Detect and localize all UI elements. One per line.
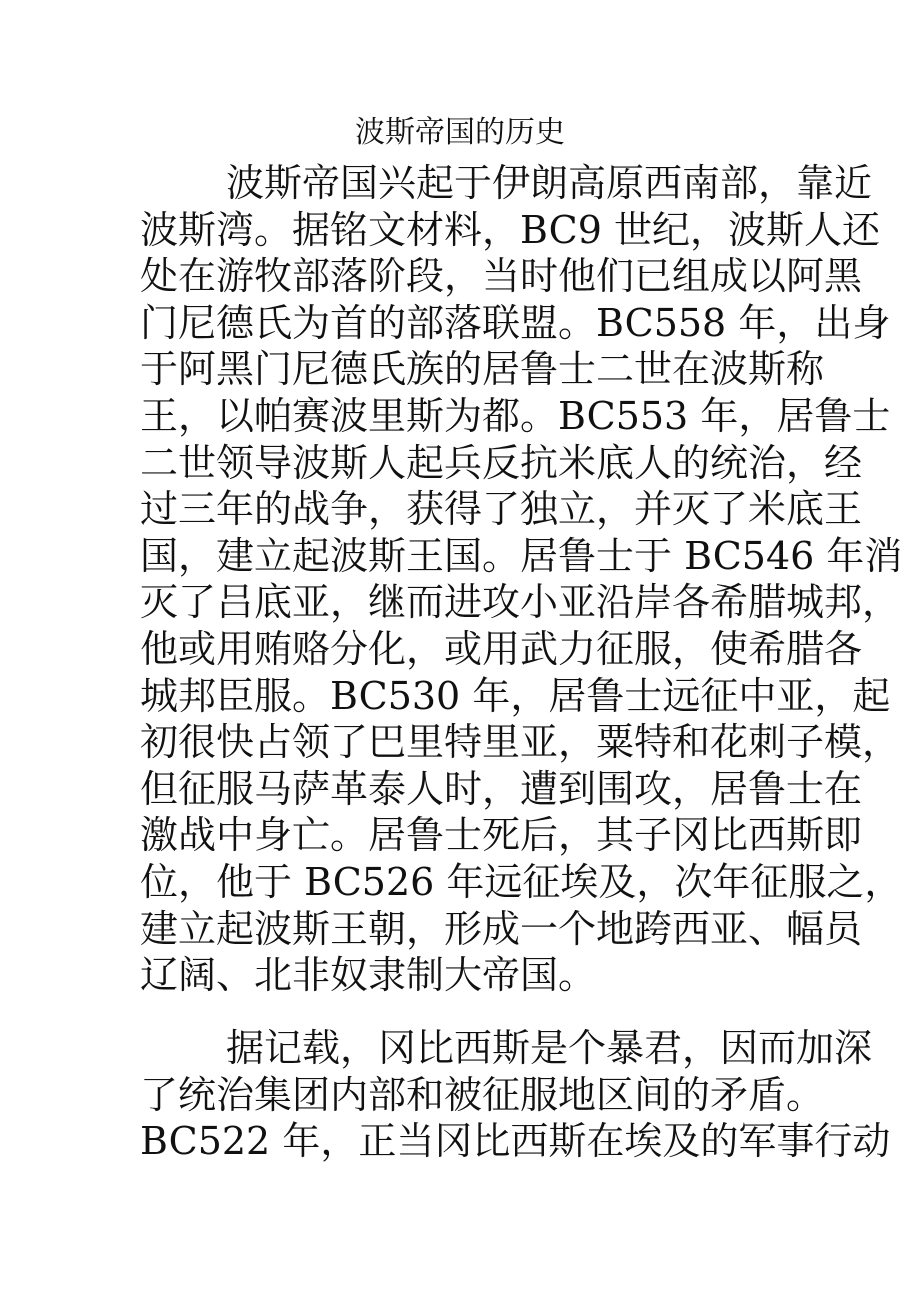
text-line: 二世领导波斯人起兵反抗米底人的统治，经 <box>140 440 863 485</box>
text-line: 辽阔、北非奴隶制大帝国。 <box>140 953 597 998</box>
text-line: 门尼德氏为首的部落联盟。BC558 年，出身 <box>140 300 891 345</box>
paragraph-1 <box>140 160 903 999</box>
paragraph-2 <box>140 1025 891 1165</box>
text-line: 建立起波斯王朝，形成一个地跨西亚、幅员 <box>140 906 863 951</box>
text-line: 国，建立起波斯王国。居鲁士于 BC546 年消 <box>140 533 903 578</box>
text-line: 过三年的战争，获得了独立，并灭了米底王 <box>140 487 863 532</box>
text-line: 他或用贿赂分化，或用武力征服，使希腊各 <box>140 626 863 671</box>
text-line: 激战中身亡。居鲁士死后，其子冈比西斯即 <box>140 813 863 858</box>
text-line: 灭了吕底亚，继而进攻小亚沿岸各希腊城邦， <box>140 580 901 625</box>
text-line: 据记载，冈比西斯是个暴君，因而加深 <box>226 1026 873 1070</box>
text-line: 位，他于 BC526 年远征埃及，次年征服之， <box>140 859 903 904</box>
text-line: 了统治集团内部和被征服地区间的矛盾。 <box>140 1072 825 1117</box>
text-line: 王，以帕赛波里斯为都。BC553 年，居鲁士 <box>140 393 891 438</box>
text-line: 初很快占领了巴里特里亚，粟特和花刺子模， <box>140 720 901 765</box>
text-line: 波斯帝国兴起于伊朗高原西南部，靠近 <box>226 161 873 205</box>
document-title: 波斯帝国的历史 <box>355 115 565 150</box>
text-line: BC522 年，正当冈比西斯在埃及的军事行动 <box>140 1119 891 1164</box>
text-line: 于阿黑门尼德氏族的居鲁士二世在波斯称 <box>140 347 825 392</box>
text-line: 但征服马萨革泰人时，遭到围攻，居鲁士在 <box>140 766 863 811</box>
text-line: 处在游牧部落阶段，当时他们已组成以阿黑 <box>140 254 863 299</box>
text-line: 波斯湾。据铭文材料，BC9 世纪，波斯人还 <box>140 207 880 252</box>
text-line: 城邦臣服。BC530 年，居鲁士远征中亚，起 <box>140 673 891 718</box>
